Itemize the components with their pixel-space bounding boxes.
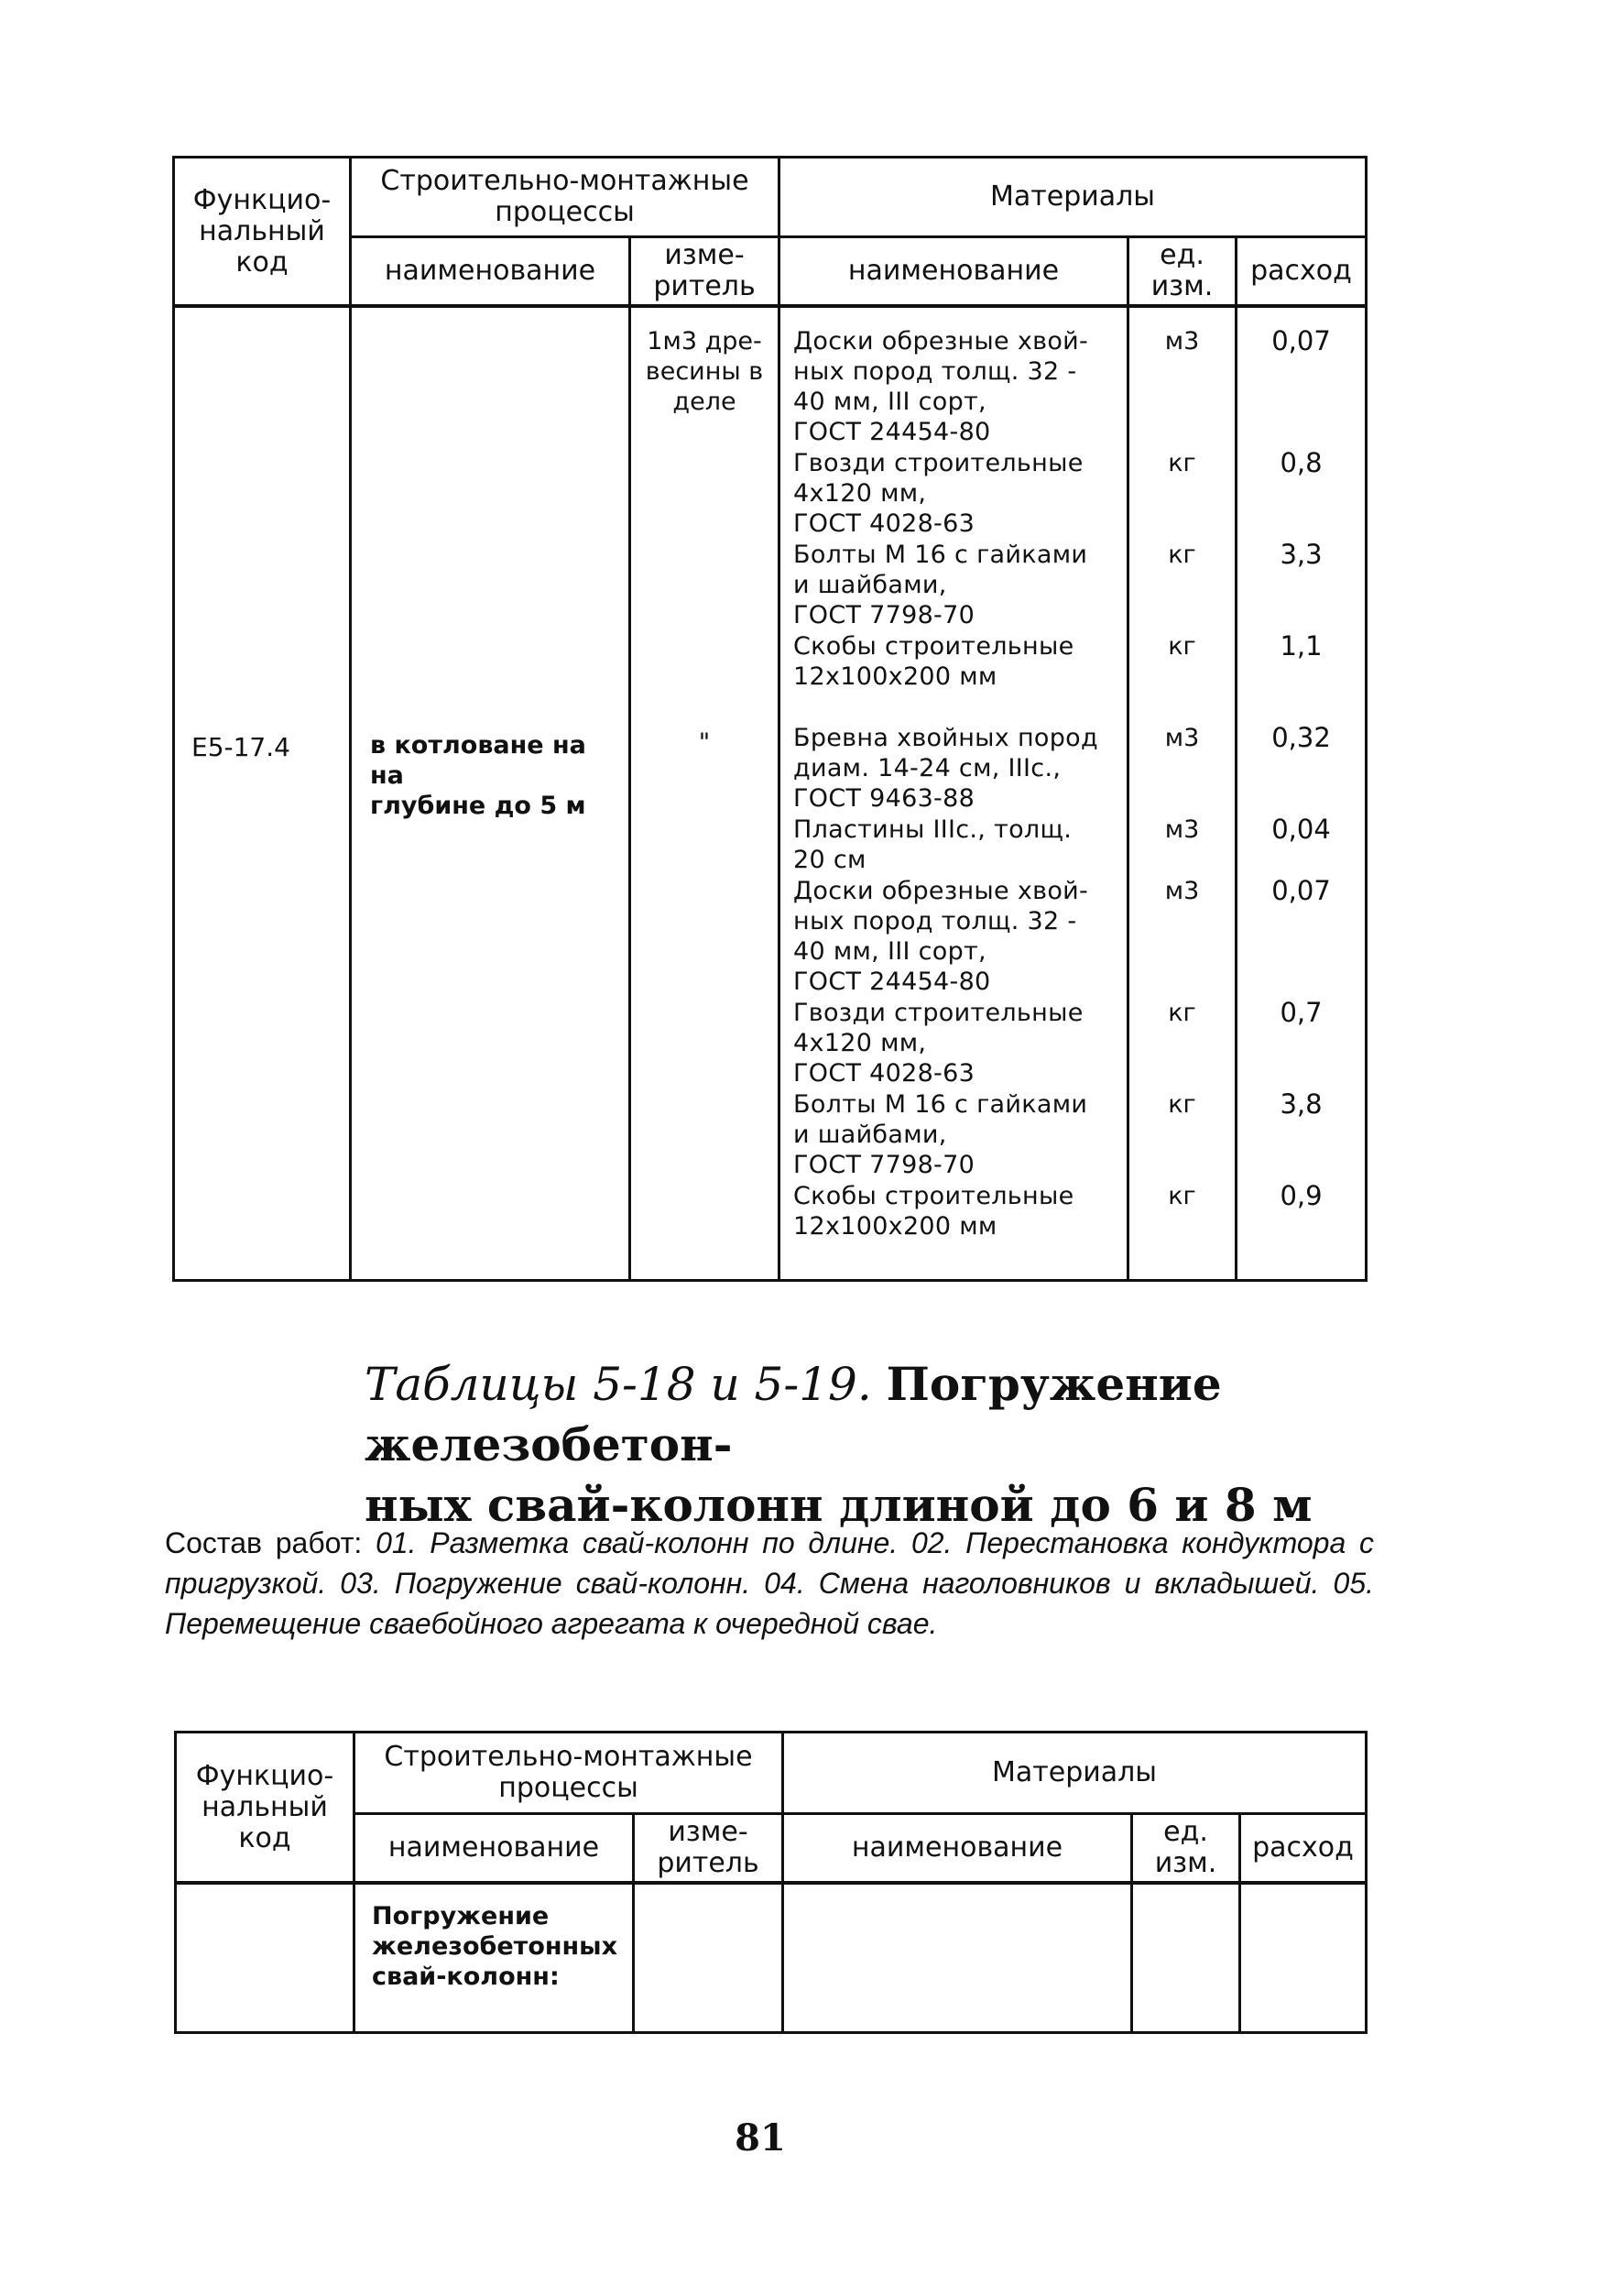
code-column: [176, 1883, 354, 2033]
material-name: Бревна хвойных пород диам. 14-24 см, IIIс., ГОСТ 9463-88: [793, 724, 1098, 813]
material-consumption: 0,07: [1271, 875, 1331, 906]
material-unit: м3: [1164, 877, 1200, 905]
material-unit: кг: [1168, 449, 1196, 477]
caption-title: Погружение железобетон- ных свай-колонн длиной до 6 и 8 м: [365, 1357, 1313, 1532]
caption-label: Таблицы 5-18 и 5-19.: [365, 1358, 872, 1411]
header-meter: изме- ритель: [630, 237, 779, 307]
material-name: Пластины IIIс., толщ. 20 см: [793, 815, 1073, 874]
header-code: Функцио- нальный код: [174, 158, 351, 307]
operation-column: [351, 306, 630, 1281]
material-name-column: [779, 306, 1128, 1281]
header-consumption: расход: [1240, 1814, 1367, 1884]
material-unit: м3: [1164, 724, 1200, 752]
material-name: Гвозди строительные 4х120 мм, ГОСТ 4028-63: [793, 449, 1084, 538]
table-caption: [365, 1354, 1390, 1536]
header-material-name: наименование: [779, 237, 1128, 307]
material-unit: кг: [1168, 1182, 1196, 1210]
material-name: Гвозди строительные 4х120 мм, ГОСТ 4028-63: [793, 999, 1084, 1088]
material-name: Доски обрезные хвой- ных пород толщ. 32 - 40 мм, III сорт, ГОСТ 24454-80: [793, 327, 1089, 446]
material-unit: м3: [1164, 815, 1200, 844]
page-number: 81: [735, 2116, 786, 2159]
material-consumption: 0,7: [1280, 997, 1323, 1028]
material-name-column: [783, 1883, 1132, 2033]
header-name: наименование: [354, 1814, 634, 1884]
operation-column: [354, 1883, 634, 2033]
unit-column: [1132, 1883, 1240, 2033]
ditto-mark: ": [698, 728, 711, 757]
header-processes: Строительно-монтажные процессы: [354, 1733, 783, 1814]
materials-table-top: [172, 156, 1368, 1282]
material-unit: кг: [1168, 1090, 1196, 1119]
work-composition: [165, 1523, 1374, 1644]
header-material-name: наименование: [783, 1814, 1132, 1884]
meter-value: 1м3 дре- весины в деле: [645, 327, 764, 416]
material-consumption: 0,07: [1271, 325, 1331, 356]
materials-table-bottom: [174, 1731, 1368, 2034]
header-unit: ед. изм.: [1128, 237, 1237, 307]
consumption-column: [1237, 306, 1367, 1281]
material-name: Болты М 16 с гайками и шайбами, ГОСТ 7798-70: [793, 1090, 1088, 1179]
material-name: Доски обрезные хвой- ных пород толщ. 32 - 40 мм, III сорт, ГОСТ 24454-80: [793, 877, 1089, 996]
function-code: Е5-17.4: [191, 732, 290, 762]
material-consumption: 0,32: [1271, 722, 1331, 753]
header-materials: Материалы: [783, 1733, 1367, 1814]
material-name: Болты М 16 с гайками и шайбами, ГОСТ 7798-70: [793, 541, 1088, 629]
material-consumption: 3,3: [1280, 539, 1323, 570]
meter-column: [634, 1883, 783, 2033]
consumption-column: [1240, 1883, 1367, 2033]
unit-column: [1128, 306, 1237, 1281]
operation-name: в котловане на на глубине до 5 м: [370, 731, 586, 820]
code-column: [174, 306, 351, 1281]
header-processes: Строительно-монтажные процессы: [351, 158, 779, 237]
work-composition-label: Состав работ:: [165, 1526, 363, 1559]
material-unit: кг: [1168, 541, 1196, 569]
material-consumption: 3,8: [1280, 1088, 1323, 1120]
meter-column: [630, 306, 779, 1281]
material-consumption: 0,04: [1271, 814, 1331, 845]
material-name: Скобы строительные 12х100х200 мм: [793, 1182, 1074, 1241]
header-name: наименование: [351, 237, 630, 307]
material-unit: кг: [1168, 632, 1196, 661]
header-meter: изме- ритель: [634, 1814, 783, 1884]
material-name: Скобы строительные 12х100х200 мм: [793, 632, 1074, 691]
operation-name: Погружение железобетонных свай-колонн:: [372, 1902, 618, 1991]
header-unit: ед. изм.: [1132, 1814, 1240, 1884]
header-consumption: расход: [1237, 237, 1367, 307]
material-consumption: 0,9: [1280, 1180, 1323, 1211]
header-code: Функцио- нальный код: [176, 1733, 354, 1884]
material-unit: м3: [1164, 327, 1200, 355]
header-materials: Материалы: [779, 158, 1367, 237]
material-unit: кг: [1168, 999, 1196, 1027]
work-composition-text: 01. Разметка свай-колонн по длине. 02. Перестановка кондуктора с пригрузкой. 03. Погружение свай-колонн. 04. Смена наголовников и вкладышей. 05. Перемещение сваебойного агрегата к очередной свае.: [165, 1526, 1374, 1640]
material-consumption: 1,1: [1280, 630, 1323, 661]
material-consumption: 0,8: [1280, 447, 1323, 478]
